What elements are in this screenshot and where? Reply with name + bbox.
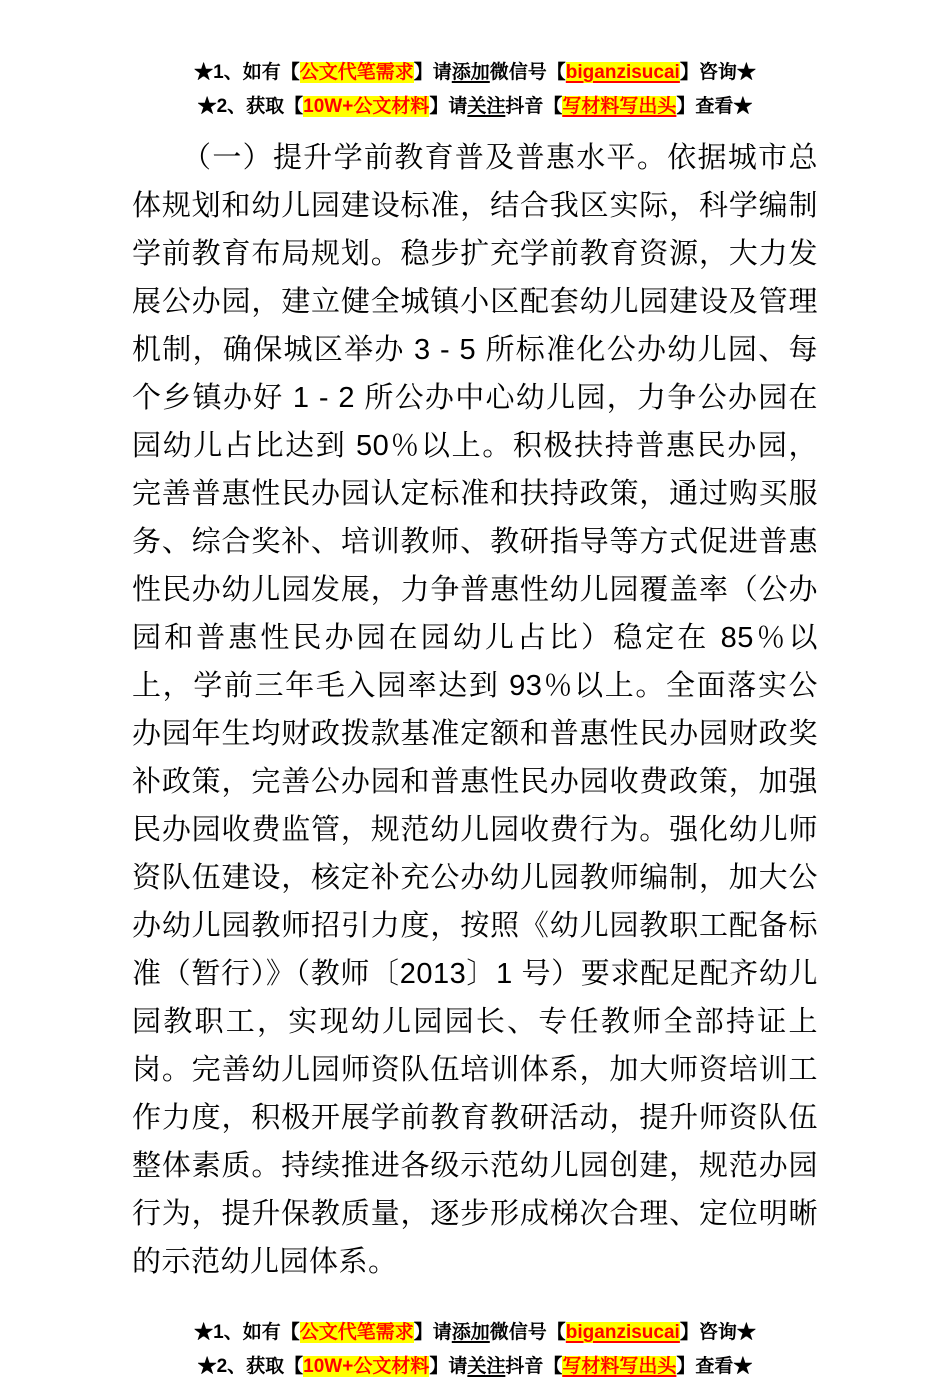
promo-segment: 】查看★ [676,96,753,117]
promo-segment: 微信号【 [489,1322,566,1343]
promo-segment: 】请 [413,62,452,83]
promo-segment: 】咨询★ [679,1322,756,1343]
footer-promo [0,1286,950,1384]
promo-segment: ★2、获取【 [197,96,304,117]
promo-segment: 】请 [429,96,468,117]
promo-segment: ★2、获取【 [197,1356,304,1377]
promo-segment: 10W+公文材料 [303,96,430,117]
promo-segment: 抖音【 [505,1356,563,1377]
promo-segment: ★1、如有【 [194,62,300,83]
promo-segment: 公文代笔需求 [299,1322,414,1343]
promo-segment: 写材料写出头 [562,1356,677,1377]
body-paragraph: （一）提升学前教育普及普惠水平。依据城市总体规划和幼儿园建设标准，结合我区实际，科学编制学前教育布局规划。稳步扩充学前教育资源，大力发展公办园，建立健全城镇小区配套幼儿园建设及管理机制，确保城区举办 3 - 5 所标准化公办幼儿园、每个乡镇办好 1 - 2 所公办中心幼儿园，力争公办园在园幼儿占比达到 50％以上。积极扶持普惠民办园，完善普惠性民办园认定标准和扶持政策，通过购买服务、综合奖补、培训教师、教研指导等方式促进普惠性民办幼儿园发展，力争普惠性幼儿园覆盖率（公办园和普惠性民办园在园幼儿占比）稳定在 85％以上，学前三年毛入园率达到 93％以上。全面落实公办园年生均财政拨款基准定额和普惠性民办园财政奖补政策，完善公办园和普惠性民办园收费政策，加强民办园收费监管，规范幼儿园收费行为。强化幼儿师资队伍建设，核定补充公办幼儿园教师编制，加大公办幼儿园教师招引力度，按照《幼儿园教职工配备标准（暂行）》（教师〔2013〕1 号）要求配足配齐幼儿园教职工，实现幼儿园园长、专任教师全部持证上岗。完善幼儿园师资队伍培训体系，加大师资培训工作力度，积极开展学前教育教研活动，提升师资队伍整体素质。持续推进各级示范幼儿园创建，规范办园行为，提升保教质量，逐步形成梯次合理、定位明晰的示范幼儿园体系。 [132,142,818,1278]
promo-segment: 关注 [467,96,506,117]
promo-segment: 写材料写出头 [562,96,677,117]
promo-segment: 添加 [451,62,490,83]
promo-line [0,56,950,90]
promo-segment: 添加 [451,1322,490,1343]
promo-segment: 】咨询★ [679,62,756,83]
promo-segment: 】请 [429,1356,468,1377]
promo-segment: ★1、如有【 [194,1322,300,1343]
promo-line [0,1316,950,1350]
promo-segment: 】查看★ [676,1356,753,1377]
promo-segment: 微信号【 [489,62,566,83]
promo-line [0,90,950,124]
promo-segment: 10W+公文材料 [303,1356,430,1377]
header-promo [0,0,950,124]
promo-segment: 公文代笔需求 [299,62,414,83]
promo-segment: biganzisucai [565,62,680,83]
promo-segment: 关注 [467,1356,506,1377]
promo-segment: 】请 [413,1322,452,1343]
promo-line [0,1350,950,1384]
promo-segment: biganzisucai [565,1322,680,1343]
promo-segment: 抖音【 [505,96,563,117]
